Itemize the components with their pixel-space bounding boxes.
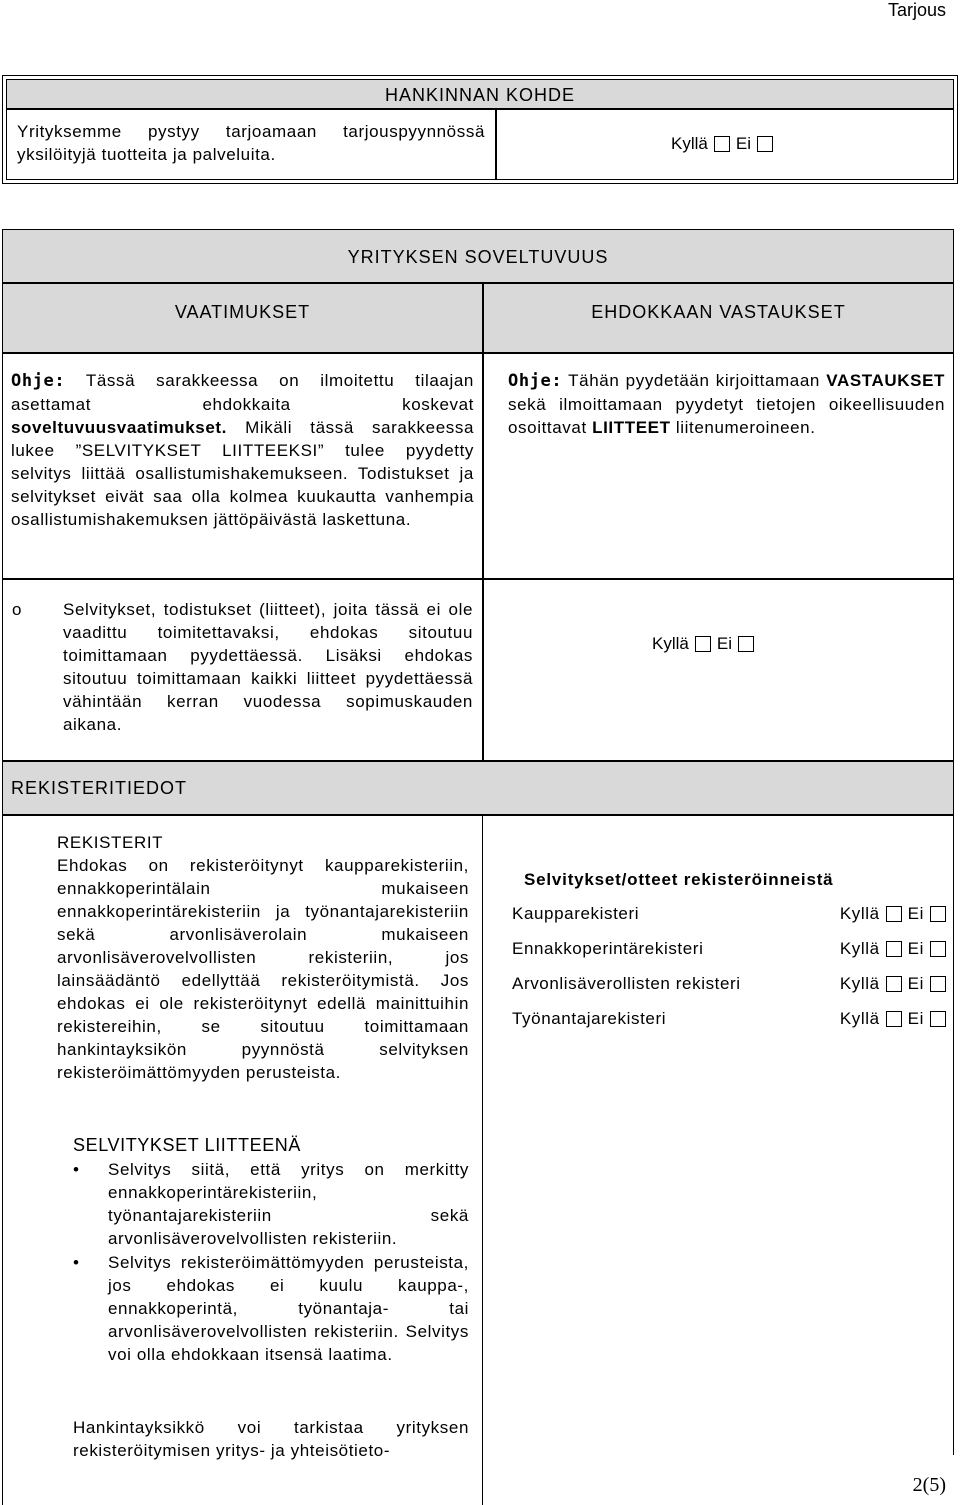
ohje-text-2: Mikäli tässä sarakkeessa lukee ”SELVITYKSET LIITTEEKSI” tulee pyydetty selvitys liittää osallistumishakemukseen. Todistukset ja selvitykset eivät saa olla kolmea kuukautta vanhempia osallistumishakemuksen jättöpäivästä laskettuna. — [11, 418, 475, 529]
register-row-kaupparekisteri — [512, 902, 952, 925]
ohje-text-1: Tässä sarakkeessa on ilmoitettu tilaajan asettamat ehdokkaita koskevat — [11, 371, 474, 414]
register-row-arvonlisavero — [512, 972, 952, 995]
ohje-text-1: Tähän pyydetään kirjoittamaan — [568, 371, 820, 390]
register-row-ennakkoperintarekisteri — [512, 937, 952, 960]
ohje-bold-vastaukset: VASTAUKSET — [826, 371, 945, 390]
yes-checkbox[interactable] — [695, 636, 711, 652]
list-item-text: Selvitys siitä, että yritys on merkitty ennakkoperintärekisteriin, työnantajarekisteriin sekä arvonlisäverovelvollisten rekisteriin. — [108, 1160, 469, 1248]
no-checkbox[interactable] — [930, 906, 946, 922]
ohje-text-2: sekä ilmoittamaan pyydetyt tietojen oikeellisuuden osoittavat — [508, 395, 945, 437]
rekisterit-subtitle: REKISTERIT — [57, 833, 164, 852]
hankinnan-kohde-title: HANKINNAN KOHDE — [6, 79, 954, 109]
selvitykset-liitteena-title: SELVITYKSET LIITTEENÄ — [73, 1135, 302, 1155]
yes-label: Kyllä — [839, 974, 880, 993]
no-label: Ei — [907, 974, 924, 993]
yes-label: Kyllä — [839, 1009, 880, 1028]
bullet-icon: • — [73, 1160, 80, 1179]
ohje-bold: soveltuvuusvaatimukset. — [11, 418, 227, 437]
list-item — [73, 1158, 469, 1250]
register-name: Arvonlisäverollisten rekisteri — [512, 974, 741, 993]
item-o-marker: o — [12, 600, 22, 619]
selvitykset-otteet-title: Selvitykset/otteet rekisteröinneistä — [524, 870, 834, 889]
no-label: Ei — [716, 634, 732, 653]
register-name: Työnantajarekisteri — [512, 1009, 667, 1028]
soveltuvuus-title: YRITYKSEN SOVELTUVUUS — [2, 229, 954, 283]
yes-checkbox[interactable] — [714, 136, 730, 152]
no-label: Ei — [907, 1009, 924, 1028]
rekisterit-body: Ehdokas on rekisteröitynyt kaupparekisteriin, ennakkoperintälain mukaiseen ennakkoperintärekisteriin ja työnantajarekisteriin sekä arvonlisäverolain mukaiseen arvonlisäverovelvollisten rekisteriin, jos lainsäädäntö edellyttää rekisteröitymistä. Jos ehdokas ei ole rekisteröitynyt edellä mainittuihin rekistereihin, se sitoutuu toimittamaan hankintayksikön pyynnöstä selvityksen rekisteröimättömyyden perusteista. — [57, 856, 469, 1082]
no-label: Ei — [907, 939, 924, 958]
no-label: Ei — [907, 904, 924, 923]
ohje-bold-liitteet: LIITTEET — [592, 418, 671, 437]
bullet-icon: • — [73, 1253, 80, 1272]
register-name: Ennakkoperintärekisteri — [512, 939, 704, 958]
no-checkbox[interactable] — [757, 136, 773, 152]
no-checkbox[interactable] — [930, 1011, 946, 1027]
vaatimukset-header: VAATIMUKSET — [2, 283, 483, 353]
list-item-text: Selvitys rekisteröimättömyyden perusteista, jos ehdokas ei kuulu kauppa-, ennakkoperintä, työnantaja- tai arvonlisäverovelvollisten rekisteriin. Selvitys voi olla ehdokkaan itsensä laatima. — [108, 1253, 469, 1364]
no-checkbox[interactable] — [930, 941, 946, 957]
rekisteritiedot-left-cell — [2, 815, 483, 1505]
item-o-cell — [2, 579, 483, 761]
rekisteritiedot-right-cell — [483, 815, 954, 1455]
ohje-text-3: liitenumeroineen. — [675, 418, 816, 437]
ohje-label: Ohje: — [11, 371, 66, 391]
no-checkbox[interactable] — [738, 636, 754, 652]
list-item — [73, 1251, 469, 1366]
ohje-label: Ohje: — [508, 371, 563, 391]
no-label: Ei — [735, 134, 751, 153]
selvitykset-list — [73, 1158, 469, 1366]
vaatimukset-ohje-cell — [2, 353, 483, 579]
statement-text: Yrityksemme pystyy tarjoamaan tarjouspyynnössä yksilöityjä tuotteita ja palveluita. — [17, 122, 485, 164]
register-row-tyonantajarekisteri — [512, 1007, 952, 1030]
page-number: 2(5) — [912, 1474, 946, 1496]
yes-checkbox[interactable] — [886, 941, 902, 957]
yes-checkbox[interactable] — [886, 1011, 902, 1027]
yes-checkbox[interactable] — [886, 976, 902, 992]
hankinnan-kohde-statement — [6, 109, 496, 180]
yes-label: Kyllä — [671, 134, 708, 153]
yes-label: Kyllä — [839, 904, 880, 923]
rekisteritiedot-title: REKISTERITIEDOT — [2, 761, 954, 815]
yes-label: Kyllä — [839, 939, 880, 958]
item-o-text: Selvitykset, todistukset (liitteet), joita tässä ei ole vaadittu toimitettavaksi, ehdokas sitoutuu toimittamaan pyydettäessä. Lisäksi ehdokas sitoutuu toimittamaan kaikki liitteet pyydettäessä vähintään kerran vuodessa sopimuskauden aikana. — [63, 600, 473, 734]
item-o-answer — [483, 579, 954, 761]
hankinnan-kohde-answer — [496, 109, 954, 180]
register-name: Kaupparekisteri — [512, 904, 640, 923]
vastaukset-ohje-cell — [483, 353, 954, 579]
rekisteritiedot-footer-text: Hankintayksikkö voi tarkistaa yrityksen rekisteröitymisen yritys- ja yhteisötieto- — [73, 1418, 469, 1460]
yes-checkbox[interactable] — [886, 906, 902, 922]
vastaukset-header: EHDOKKAAN VASTAUKSET — [483, 283, 954, 353]
hankinnan-kohde-table — [2, 75, 958, 184]
yes-label: Kyllä — [652, 634, 689, 653]
register-list — [512, 902, 952, 1042]
no-checkbox[interactable] — [930, 976, 946, 992]
document-type-label: Tarjous — [887, 0, 946, 20]
